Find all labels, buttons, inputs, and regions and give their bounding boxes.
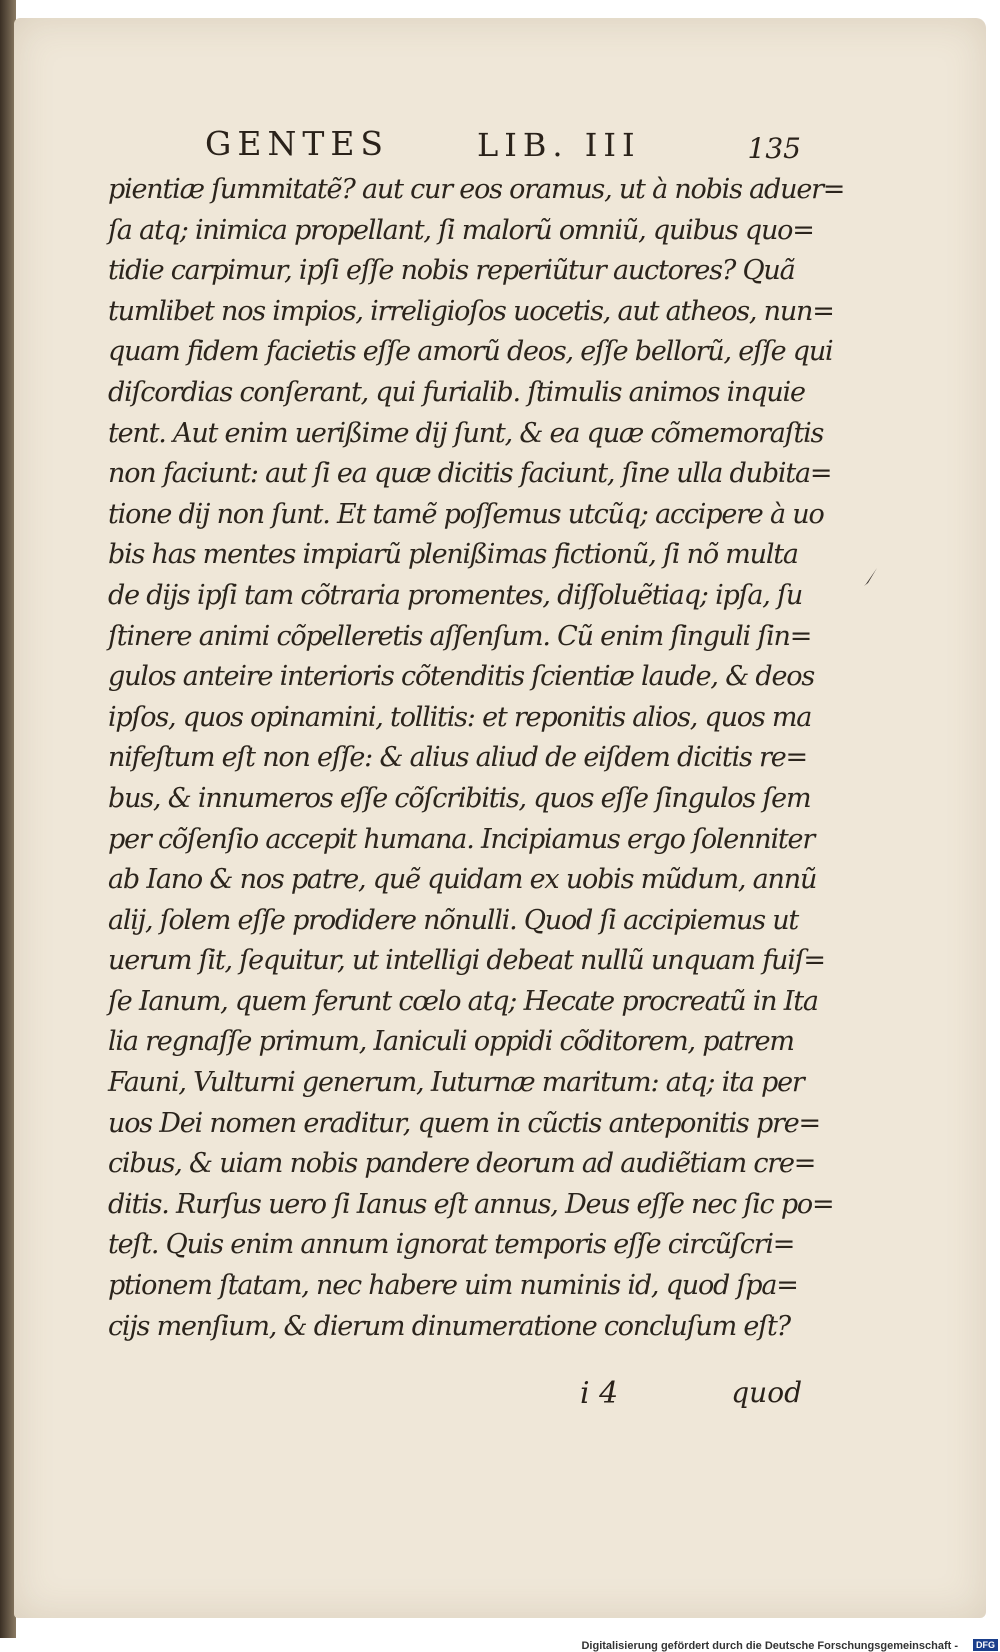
text-line: alij, ſolem eſſe prodidere nõnulli. Quod ſi accipiemus ut — [108, 904, 799, 936]
text-line: bis has mentes impiarũ plenißimas fictionũ, ſi nõ multa — [108, 539, 798, 571]
text-line: non faciunt: aut ſi ea quæ dicitis faciunt, ſine ulla dubita= — [108, 458, 832, 490]
text-line: pientiæ ſummitatẽ? aut cur eos oramus, ut à nobis aduer= — [108, 174, 845, 205]
page-number: 135 — [747, 132, 801, 165]
running-title: GENTES — [205, 124, 390, 163]
text-line: ſe Ianum, quem ferunt cœlo atq; Hecate procreatũ in Ita — [108, 985, 818, 1017]
text-line: ſtinere animi cõpelleretis aſſenſum. Cũ enim ſinguli ſin= — [108, 620, 812, 652]
body-text — [108, 170, 845, 1347]
page-header — [205, 118, 801, 168]
dfg-logo: DFG — [973, 1639, 998, 1651]
text-line: ab Iano & nos patre, quẽ quidam ex uobis mũdum, annũ — [108, 864, 817, 896]
text-line: tione dij non ſunt. Et tamẽ poſſemus utcũq; accipere à uo — [108, 498, 824, 530]
text-line: lia regnaſſe primum, Ianiculi oppidi cõditorem, patrem — [108, 1026, 794, 1058]
text-line: per cõſenſio accepit humana. Incipiamus ergo ſolenniter — [108, 823, 815, 855]
text-line: ditis. Rurſus uero ſi Ianus eſt annus, Deus eſſe nec ſic po= — [108, 1188, 834, 1220]
pencil-mark-icon — [862, 566, 880, 588]
catchword: quod — [731, 1376, 802, 1409]
text-line: ipſos, quos opinamini, tollitis: et reponitis alios, quos ma — [108, 701, 812, 733]
text-line: gulos anteire interioris cõtenditis ſcientiæ laude, & deos — [108, 661, 814, 693]
text-line: teſt. Quis enim annum ignorat temporis eſſe circũſcri= — [108, 1229, 795, 1261]
text-line: cibus, & uiam nobis pandere deorum ad audiẽtiam cre= — [108, 1148, 816, 1180]
signature-mark: i 4 — [580, 1376, 619, 1411]
page-footer — [580, 1376, 802, 1416]
text-line: ptionem ſtatam, nec habere uim numinis id, quod ſpa= — [108, 1270, 798, 1302]
text-line: uerum ſit, ſequitur, ut intelligi debeat nullũ unquam fuiſ= — [108, 945, 825, 977]
funding-bar — [0, 1638, 1000, 1652]
text-line: bus, & innumeros eſſe cõſcribitis, quos eſſe ſingulos ſem — [108, 782, 811, 814]
text-line: ſa atq; inimica propellant, ſi malorũ omniũ, quibus quo= — [108, 214, 814, 246]
text-line: uos Dei nomen eraditur, quem in cũctis anteponitis pre= — [108, 1107, 820, 1139]
text-line: Fauni, Vulturni generum, Iuturnæ maritum: atq; ita per — [108, 1067, 804, 1099]
text-line: diſcordias conſerant, qui furialib. ſtimulis animos inquie — [108, 376, 805, 408]
book-label: LIB. III — [477, 126, 641, 164]
text-line: tumlibet nos impios, irreligioſos uocetis, aut atheos, nun= — [108, 295, 834, 327]
text-line: tent. Aut enim uerißime dij ſunt, & ea quæ cõmemoraſtis — [108, 417, 824, 449]
text-line: nifeſtum eſt non eſſe: & alius aliud de eiſdem dicitis re= — [108, 742, 807, 774]
text-line: de dijs ipſi tam cõtraria promentes, diſſoluẽtiaq; ipſa, ſu — [108, 579, 803, 611]
funding-note: Digitalisierung gefördert durch die Deutsche Forschungsgemeinschaft - — [581, 1640, 958, 1652]
text-line: tidie carpimur, ipſi eſſe nobis reperiũtur auctores? Quã — [108, 255, 795, 287]
text-line: cijs menſium, & dierum dinumeratione concluſum eſt? — [108, 1310, 790, 1342]
text-line: quam fidem facietis eſſe amorũ deos, eſſe bellorũ, eſſe qui — [108, 336, 833, 368]
